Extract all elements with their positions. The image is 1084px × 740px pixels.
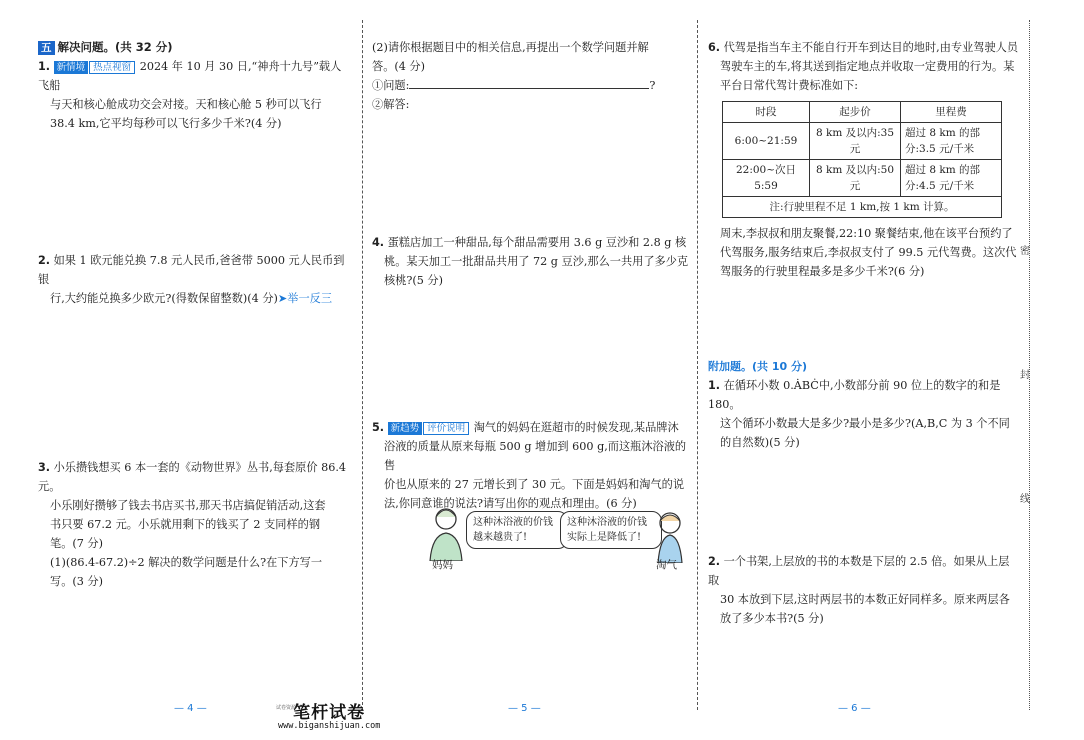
table-cell: 6:00~21:59: [723, 123, 810, 160]
question-6: [708, 38, 1020, 281]
binding-mark: 线: [1020, 494, 1030, 505]
table-cell: 超过 8 km 的部分:3.5 元/千米: [901, 123, 1002, 160]
speech-bubble-mom: 这种沐浴液的价钱越来越贵了!: [466, 511, 568, 549]
question-text: 驾驶车主的车,将其送到指定地点并收取一定费用的行为。某: [720, 60, 1015, 73]
question-text: 这个循环小数最大是多少?最小是多少?(A,B,C 为 3 个不同: [720, 417, 1010, 430]
question-text: 淘气的妈妈在逛超市的时候发现,某品牌沐: [473, 421, 679, 434]
table-header-row: [723, 102, 1002, 123]
binding-line: [1029, 20, 1030, 710]
middle-column: [372, 38, 690, 513]
question-text: 桃。某天加工一批甜品共用了 72 g 豆沙,那么一共用了多少克: [384, 255, 689, 268]
question-2: [38, 251, 350, 308]
question-text: 代驾服务,服务结束后,李叔叔支付了 99.5 元代驾费。这次代: [720, 246, 1017, 259]
question-3-part-2: [372, 38, 690, 114]
question-text: 与天和核心舱成功交会对接。天和核心舱 5 秒可以飞行: [50, 98, 322, 111]
label-kid: 淘气: [656, 559, 677, 571]
question-5: [372, 418, 690, 513]
question-text: 价也从原来的 27 元增长到了 30 元。下面是妈妈和淘气的说: [384, 478, 685, 491]
question-text: 2024 年 10 月 30 日,“神舟十九号”载人飞船: [38, 60, 342, 92]
section-heading: [38, 38, 350, 57]
tag-evaluation: 评价说明: [423, 422, 469, 435]
answer-blank[interactable]: [409, 76, 649, 89]
question-text: 蛋糕店加工一种甜品,每个甜品需要用 3.6 g 豆沙和 2.8 g 核: [387, 236, 687, 249]
question-number: 5.: [372, 421, 385, 434]
question-number: 3.: [38, 461, 51, 474]
question-text: 笔。(7 分): [50, 537, 103, 550]
question-number: 2.: [708, 555, 721, 568]
logo-small-text: 试卷资源: [276, 705, 297, 711]
page-number: — 5 —: [508, 703, 541, 714]
question-mark: ?: [649, 79, 656, 92]
page-number: — 6 —: [838, 703, 871, 714]
section-title: 解决问题。(共 32 分): [57, 40, 173, 54]
question-4: [372, 233, 690, 290]
question-text: 小乐攒钱想买 6 本一套的《动物世界》丛书,每套原价 86.4 元。: [38, 461, 346, 493]
question-1: [38, 57, 350, 133]
table-note: 注:行驶里程不足 1 km,按 1 km 计算。: [723, 197, 1002, 218]
table-row: [723, 160, 1002, 197]
right-column: [708, 38, 1020, 628]
watermark-logo: [278, 698, 380, 731]
binding-mark: 密: [1020, 246, 1030, 257]
question-text: 代驾是指当车主不能自行开车到达目的地时,由专业驾驶人员: [723, 41, 1019, 54]
table-header: 时段: [723, 102, 810, 123]
question-text: 写。(3 分): [50, 575, 103, 588]
question-number: 1.: [38, 60, 51, 73]
column-divider: [362, 20, 363, 710]
kid-figure-icon: [652, 507, 688, 563]
question-text: 行,大约能兑换多少欧元?(得数保留整数)(4 分): [50, 292, 278, 305]
page-number: — 4 —: [174, 703, 207, 714]
table-header: 起步价: [810, 102, 901, 123]
logo-url: www.biganshijuan.com: [278, 721, 381, 731]
logo-title: 笔杆试卷: [293, 703, 366, 723]
question-number: 6.: [708, 41, 721, 54]
speech-bubble-kid: 这种沐浴液的价钱实际上是降低了!: [560, 511, 662, 549]
table-header: 里程费: [901, 102, 1002, 123]
tag-new-context: 新情境: [54, 61, 89, 74]
question-text: 如果 1 欧元能兑换 7.8 元人民币,爸爸带 5000 元人民币到银: [38, 254, 345, 286]
question-text: 小乐刚好攒够了钱去书店买书,那天书店搞促销活动,这套: [50, 499, 326, 512]
related-practice-link[interactable]: ➤举一反三: [277, 292, 333, 305]
question-number: 4.: [372, 236, 385, 249]
question-text: 答。(4 分): [372, 60, 425, 73]
question-text: 核桃?(5 分): [384, 274, 443, 287]
question-text: 书只要 67.2 元。小乐就用剩下的钱买了 2 支同样的钢: [50, 518, 321, 531]
section-badge: 五: [38, 41, 55, 55]
binding-mark: 封: [1020, 370, 1030, 381]
table-cell: 8 km 及以内:35 元: [810, 123, 901, 160]
question-text: 放了多少本书?(5 分): [720, 612, 824, 625]
column-divider: [697, 20, 698, 710]
dialogue-illustration: [420, 505, 690, 575]
table-cell: 22:00~次日 5:59: [723, 160, 810, 197]
table-row: [723, 123, 1002, 160]
question-text: 在循环小数 0.ȦBĊ中,小数部分前 90 位上的数字的和是 180。: [708, 379, 1001, 411]
question-label: ①问题:: [372, 79, 410, 92]
bonus-question-1: [708, 376, 1020, 452]
question-text: (2)请你根据题目中的相关信息,再提出一个数学问题并解: [372, 41, 649, 54]
question-number: 1.: [708, 379, 721, 392]
tag-hot-topic: 热点视窗: [89, 61, 135, 74]
bonus-question-2: [708, 552, 1020, 628]
tag-new-trend: 新趋势: [388, 422, 423, 435]
question-text: 一个书架,上层放的书的本数是下层的 2.5 倍。如果从上层取: [708, 555, 1010, 587]
question-text: 30 本放到下层,这时两层书的本数正好同样多。原来两层各: [720, 593, 1010, 606]
bonus-heading: 附加题。(共 10 分): [708, 360, 808, 373]
question-text: 浴液的质量从原来每瓶 500 g 增加到 600 g,而这瓶沐浴液的售: [384, 440, 687, 472]
table-cell: 8 km 及以内:50 元: [810, 160, 901, 197]
label-mom: 妈妈: [432, 559, 453, 571]
question-text: (1)(86.4-67.2)÷2 解决的数学问题是什么?在下方写一: [50, 556, 323, 569]
question-text: 平台日常代驾计费标准如下:: [720, 79, 859, 92]
table-cell: 超过 8 km 的部分:4.5 元/千米: [901, 160, 1002, 197]
table-note-row: [723, 197, 1002, 218]
question-number: 2.: [38, 254, 51, 267]
question-text: 的自然数)(5 分): [720, 436, 800, 449]
fee-table: [722, 101, 1002, 218]
question-text: 驾服务的行驶里程最多是多少千米?(6 分): [720, 265, 925, 278]
question-text: 法,你同意谁的说法?请写出你的观点和理由。(6 分): [384, 497, 637, 510]
left-column: [38, 38, 350, 591]
mom-figure-icon: [426, 505, 466, 561]
question-3: [38, 458, 350, 591]
answer-label: ②解答:: [372, 98, 410, 111]
question-text: 38.4 km,它平均每秒可以飞行多少千米?(4 分): [50, 117, 282, 130]
question-text: 周末,李叔叔和朋友聚餐,22:10 聚餐结束,他在该平台预约了: [720, 227, 1013, 240]
